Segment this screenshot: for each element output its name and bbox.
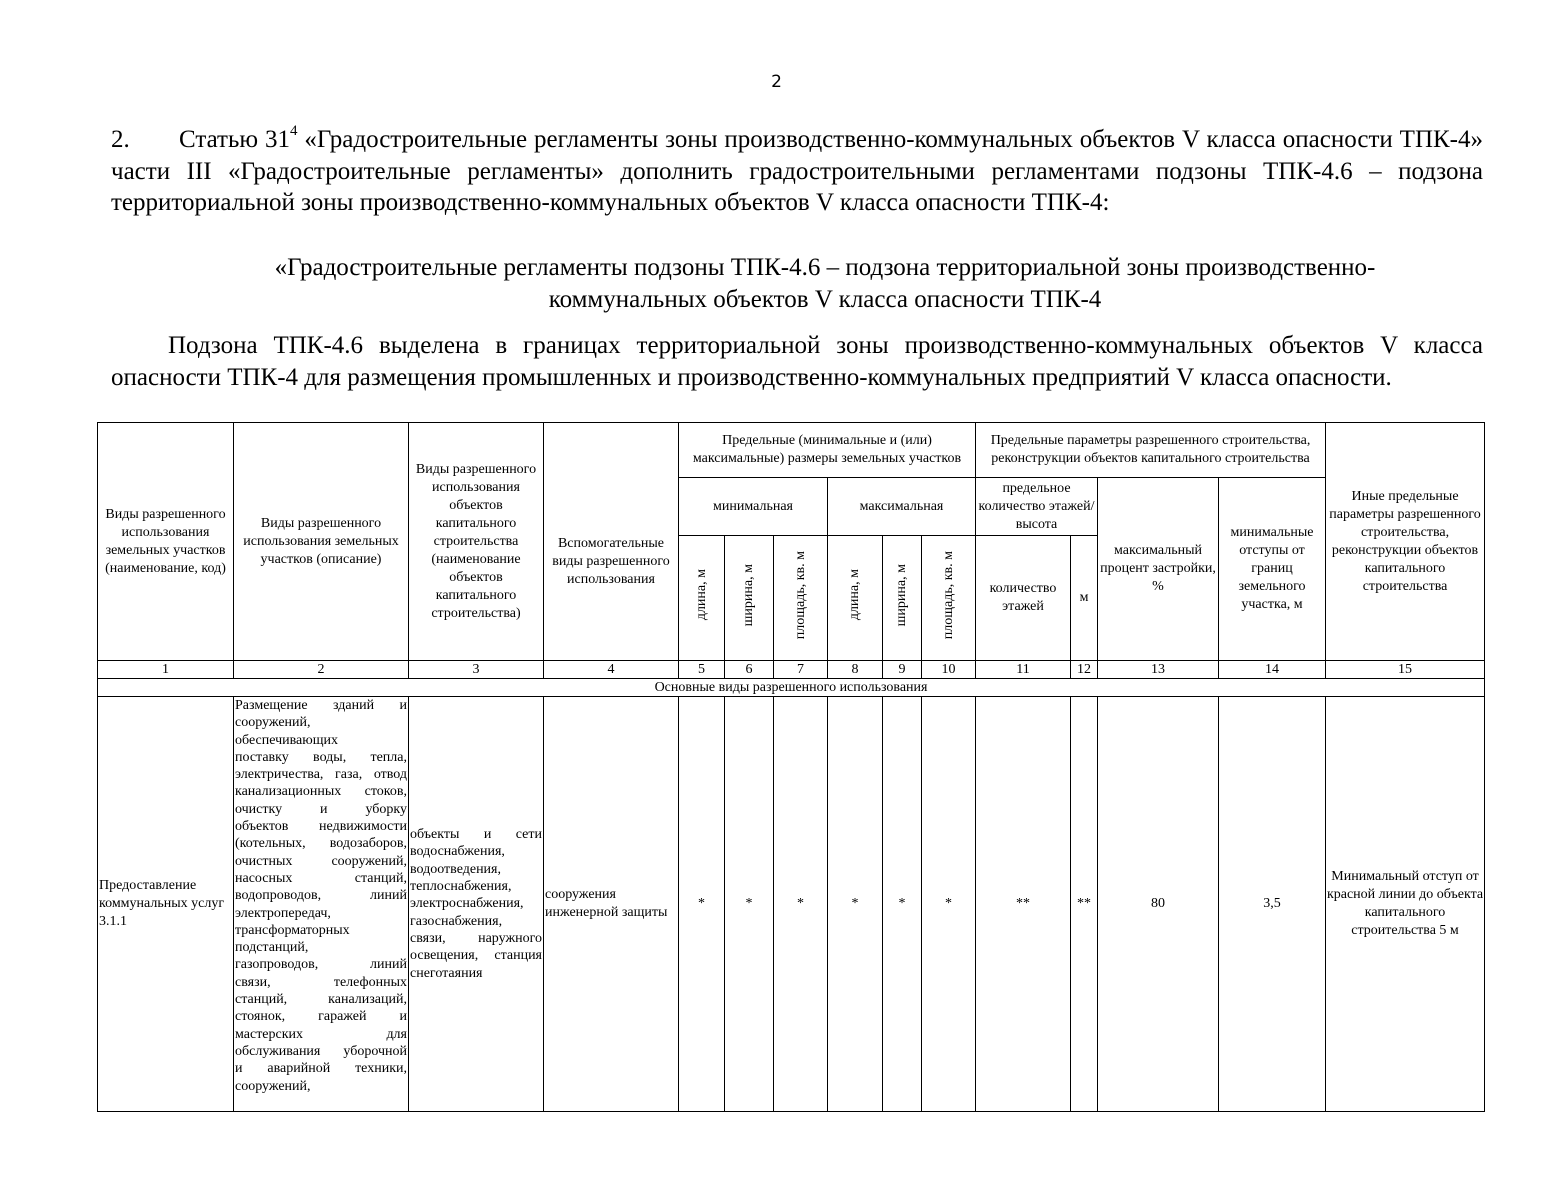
building-use-line: связи, наружного	[410, 930, 542, 946]
description-line: водопроводов, линий	[235, 888, 407, 904]
header-auxiliary-use: Вспомогательные виды разрешенного использования	[544, 423, 679, 661]
page-number: 2	[771, 72, 782, 92]
cell-building-use	[409, 697, 544, 1112]
description-line: поставку воды, тепла,	[235, 749, 407, 765]
cell-min-area: *	[774, 697, 828, 1112]
table-row	[98, 697, 1485, 1112]
header-construction-params: Предельные параметры разрешенного строительства, реконструкции объектов капитального строительства	[976, 423, 1326, 478]
column-number: 8	[828, 661, 883, 679]
description-line: газопроводов, линий	[235, 957, 407, 973]
description-line: объектов недвижимости	[235, 819, 407, 835]
column-number: 6	[725, 661, 774, 679]
header-max-percent: максимальный процент застройки, %	[1098, 478, 1219, 661]
cell-max-length: *	[828, 697, 883, 1112]
column-number: 11	[976, 661, 1071, 679]
header-floors-height: предельное количество этажей/высота	[976, 478, 1098, 536]
column-number: 4	[544, 661, 679, 679]
building-use-line: теплоснабжения,	[410, 879, 512, 895]
paragraph-number: 2.	[111, 126, 130, 153]
cell-min-setback: 3,5	[1219, 697, 1326, 1112]
description-line: мастерских для	[235, 1026, 407, 1042]
cell-min-width: *	[725, 697, 774, 1112]
description-line: станций, канализаций,	[235, 992, 407, 1008]
header-min-area: площадь, кв. м	[774, 536, 828, 661]
cell-max-width: *	[883, 697, 922, 1112]
description-line: (котельных, водозаборов,	[235, 836, 407, 852]
cell-auxiliary-use: сооружения инженерной защиты	[544, 697, 679, 1112]
cell-floors-count: **	[976, 697, 1071, 1112]
description-line: электропередач,	[235, 905, 331, 921]
header-floors-count: количество этажей	[976, 536, 1071, 661]
description-line: обеспечивающих	[235, 732, 338, 748]
description-line: электричества, газа, отвод	[235, 767, 407, 783]
building-use-line: водоотведения,	[410, 861, 501, 877]
description-line: сооружений,	[235, 1078, 311, 1094]
section-title	[200, 252, 1450, 315]
header-min-width: ширина, м	[725, 536, 774, 661]
column-number: 10	[922, 661, 976, 679]
section-row	[98, 679, 1485, 697]
description-line: обслуживания уборочной	[235, 1043, 407, 1059]
column-number: 12	[1071, 661, 1098, 679]
description-line: стоянок, гаражей и	[235, 1009, 407, 1025]
header-land-use-description: Виды разрешенного использования земельных участков (описание)	[234, 423, 409, 661]
cell-meters: **	[1071, 697, 1098, 1112]
article-superscript: 4	[289, 122, 298, 139]
description-line: подстанций,	[235, 940, 309, 956]
section-main-uses: Основные виды разрешенного использования	[98, 679, 1485, 697]
section-title-line-2: коммунальных объектов V класса опасности ТПК-4	[548, 285, 1102, 313]
column-number: 14	[1219, 661, 1326, 679]
cell-other-params: Минимальный отступ от красной линии до объекта капитального строительства 5 м	[1326, 697, 1485, 1112]
paragraph-text-rest: «Градостроительные регламенты зоны производственно-коммунальных объектов V класса опасности ТПК-4» части III «Градостроительные регламенты» дополнить градостроительными регламентами подзоны ТПК-4.6 – подзона территориальной зоны производственно-коммунальных объектов V класса опасности ТПК-4:	[111, 126, 1483, 216]
description-line: сооружений,	[235, 715, 311, 731]
description-line: трансформаторных	[235, 922, 350, 938]
column-number: 13	[1098, 661, 1219, 679]
building-use-line: освещения, станция	[410, 948, 542, 964]
cell-land-use-description	[234, 697, 409, 1112]
building-use-line: электроснабжения,	[410, 896, 524, 912]
cell-min-length: *	[679, 697, 725, 1112]
header-meters: м	[1071, 536, 1098, 661]
description-line: канализационных стоков,	[235, 784, 407, 800]
header-max-width: ширина, м	[883, 536, 922, 661]
description-line: и аварийной техники,	[235, 1061, 407, 1077]
paragraph-subzone-description: Подзона ТПК-4.6 выделена в границах территориальной зоны производственно-коммунальных объектов V класса опасности ТПК-4 для размещения промышленных и производственно-коммунальных предприятий V класса опасности.	[111, 332, 1483, 391]
column-numbers-row	[98, 661, 1485, 679]
column-number: 2	[234, 661, 409, 679]
column-number: 15	[1326, 661, 1485, 679]
header-max-area: площадь, кв. м	[922, 536, 976, 661]
column-number: 7	[774, 661, 828, 679]
building-use-line: водоснабжения,	[410, 844, 505, 860]
building-use-line: снеготаяния	[410, 965, 483, 981]
header-building-use-name: Виды разрешенного использования объектов капитального строительства (наименование объектов капитального строительства)	[409, 423, 544, 661]
paragraph-amendment	[111, 124, 1483, 219]
description-line: насосных станций,	[235, 870, 407, 886]
regulations-table	[97, 422, 1485, 1112]
header-land-use-name: Виды разрешенного использования земельных участков (наименование, код)	[98, 423, 234, 661]
header-maximal: максимальная	[828, 478, 976, 536]
header-minimal: минимальная	[679, 478, 828, 536]
cell-max-percent: 80	[1098, 697, 1219, 1112]
cell-land-use-name: Предоставление коммунальных услуг 3.1.1	[98, 697, 234, 1112]
column-number: 5	[679, 661, 725, 679]
cell-max-area: *	[922, 697, 976, 1112]
column-number: 1	[98, 661, 234, 679]
column-number: 9	[883, 661, 922, 679]
description-line: очистных сооружений,	[235, 853, 407, 869]
section-title-line-1: «Градостроительные регламенты подзоны ТПК-4.6 – подзона территориальной зоны производственно-	[274, 254, 1376, 281]
description-line: связи, телефонных	[235, 974, 407, 990]
header-max-length: длина, м	[828, 536, 883, 661]
building-use-line: газоснабжения,	[410, 913, 503, 929]
column-number: 3	[409, 661, 544, 679]
description-line: очистку и уборку	[235, 801, 407, 817]
paragraph-text-start: Статью 31	[179, 126, 290, 153]
building-use-line: объекты и сети	[410, 827, 542, 843]
header-min-length: длина, м	[679, 536, 725, 661]
header-land-sizes: Предельные (минимальные и (или) максимальные) размеры земельных участков	[679, 423, 976, 478]
description-line: Размещение зданий и	[235, 698, 407, 713]
header-other-params: Иные предельные параметры разрешенного строительства, реконструкции объектов капитального строительства	[1326, 423, 1485, 661]
header-min-setback: минимальные отступы от границ земельного участка, м	[1219, 478, 1326, 661]
